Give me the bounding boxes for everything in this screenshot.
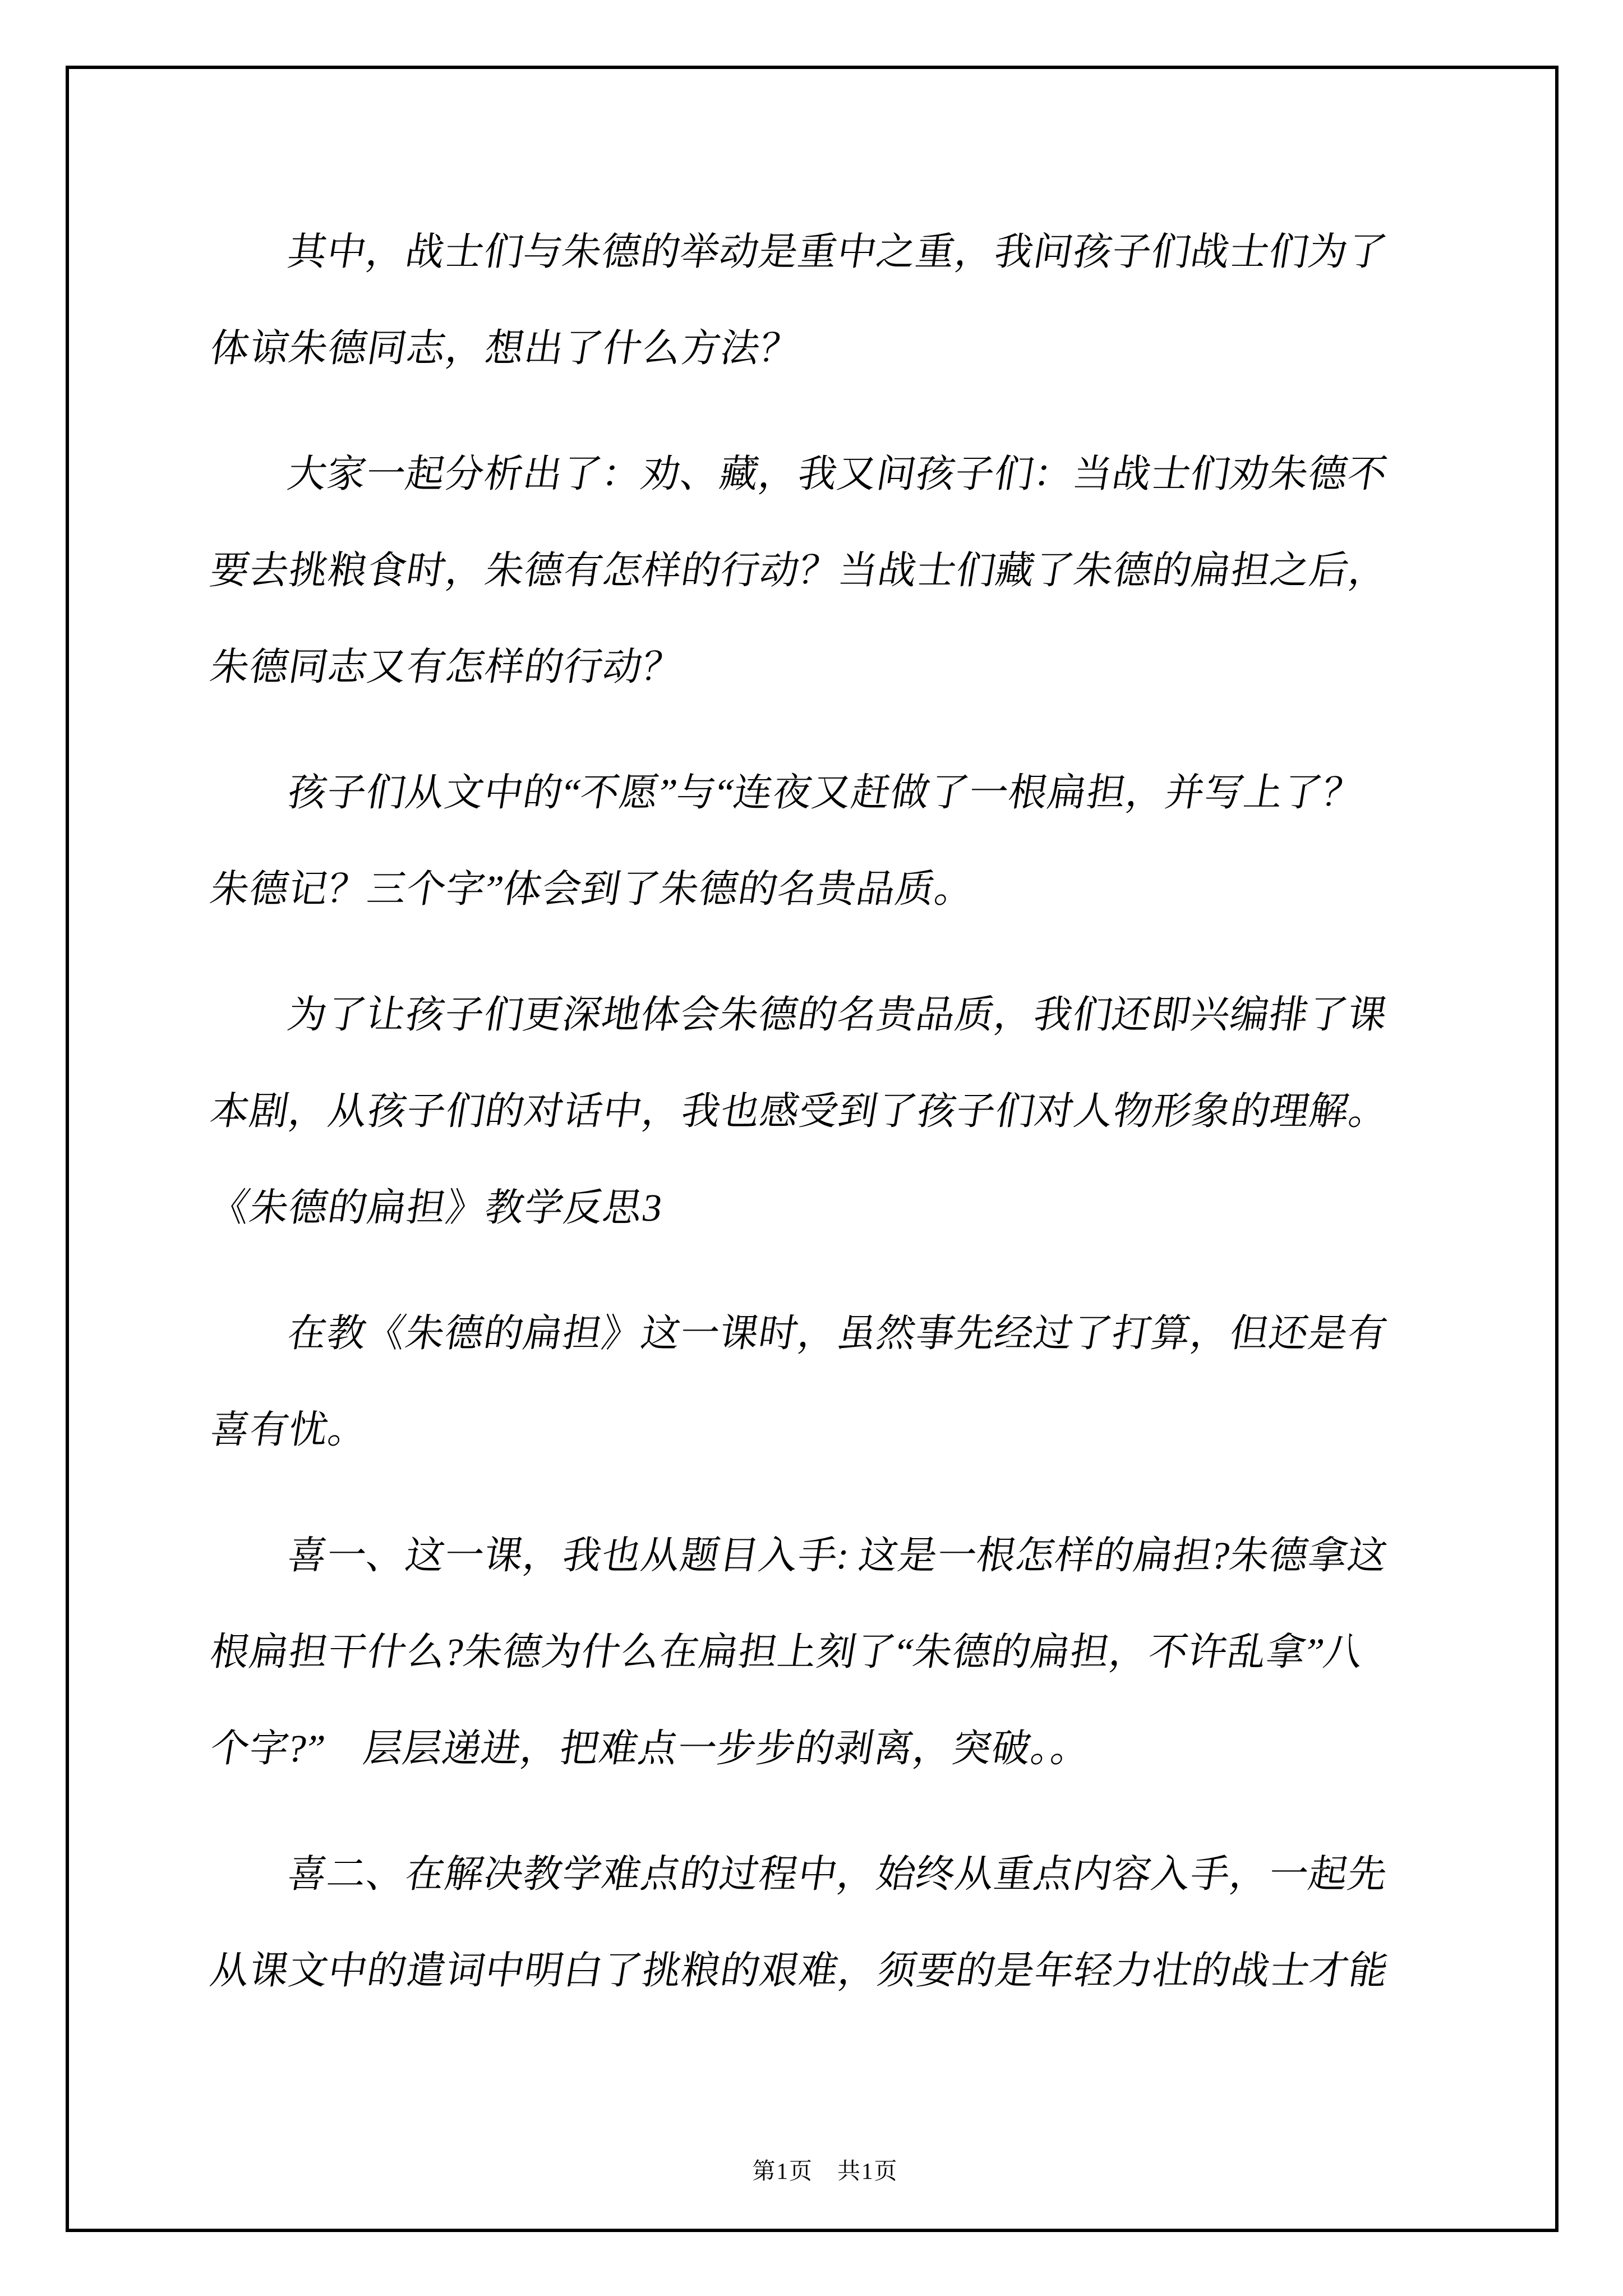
paragraph-line bbox=[203, 1063, 1459, 1159]
document-text-content bbox=[203, 174, 1459, 2019]
line-text: 大家一起分析出了：劝、藏，我又问孩子们：当战士们劝朱德不 bbox=[284, 453, 1391, 495]
paragraph-line bbox=[203, 1159, 1459, 1256]
paragraph-line bbox=[203, 1382, 1459, 1478]
line-text: 朱德记？三个字”体会到了朱德的名贵品质。 bbox=[207, 868, 978, 910]
line-text: 根扁担干什么?朱德为什么在扁担上刻了“朱德的扁担，不许乱拿”八 bbox=[207, 1631, 1367, 1673]
line-text: 《朱德的扁担》教学反思3 bbox=[207, 1186, 666, 1229]
line-text: 喜有忧。 bbox=[207, 1409, 371, 1451]
paragraph-line bbox=[203, 619, 1459, 715]
paragraph-line bbox=[203, 1922, 1459, 2019]
paragraph-line bbox=[203, 300, 1459, 397]
page-footer bbox=[0, 2127, 1623, 2215]
line-text: 喜一、这一课，我也从题目入手: 这是一根怎样的扁担?朱德拿这 bbox=[284, 1534, 1391, 1577]
paragraph-line bbox=[203, 1507, 1459, 1604]
paragraph-line bbox=[203, 1700, 1459, 1797]
footer-page-number: 第1页 共1页 bbox=[752, 2158, 898, 2184]
paragraph-line bbox=[203, 1285, 1459, 1382]
paragraph-line bbox=[203, 744, 1459, 841]
line-text: 孩子们从文中的“不愿”与“连夜又赶做了一根扁担，并写上了？ bbox=[284, 771, 1366, 814]
paragraph-line bbox=[203, 841, 1459, 937]
line-text: 从课文中的遣词中明白了挑粮的艰难，须要的是年轻力壮的战士才能 bbox=[207, 1949, 1392, 1992]
line-text: 喜二、在解决教学难点的过程中，始终从重点内容入手，一起先 bbox=[284, 1853, 1391, 1895]
paragraph-line bbox=[203, 522, 1459, 619]
paragraph-line bbox=[203, 967, 1459, 1063]
line-text: 本剧，从孩子们的对话中，我也感受到了孩子们对人物形象的理解。 bbox=[207, 1090, 1392, 1133]
line-text: 朱德同志又有怎样的行动？ bbox=[207, 646, 685, 688]
line-text: 在教《朱德的扁担》这一课时，虽然事先经过了打算，但还是有 bbox=[284, 1312, 1391, 1355]
paragraph-line bbox=[203, 1604, 1459, 1700]
line-text: 个字?” 层层递进，把难点一步步的剥离，突破。。 bbox=[207, 1727, 1094, 1770]
line-text: 体谅朱德同志，想出了什么方法？ bbox=[207, 327, 803, 370]
line-text: 其中，战士们与朱德的举动是重中之重，我问孩子们战士们为了 bbox=[284, 231, 1391, 273]
line-text: 要去挑粮食时，朱德有怎样的行动？当战士们藏了朱德的扁担之后， bbox=[207, 549, 1392, 592]
paragraph-line bbox=[203, 1826, 1459, 1922]
paragraph-line bbox=[203, 204, 1459, 300]
line-text: 为了让孩子们更深地体会朱德的名贵品质，我们还即兴编排了课 bbox=[284, 993, 1391, 1036]
paragraph-line bbox=[203, 426, 1459, 522]
